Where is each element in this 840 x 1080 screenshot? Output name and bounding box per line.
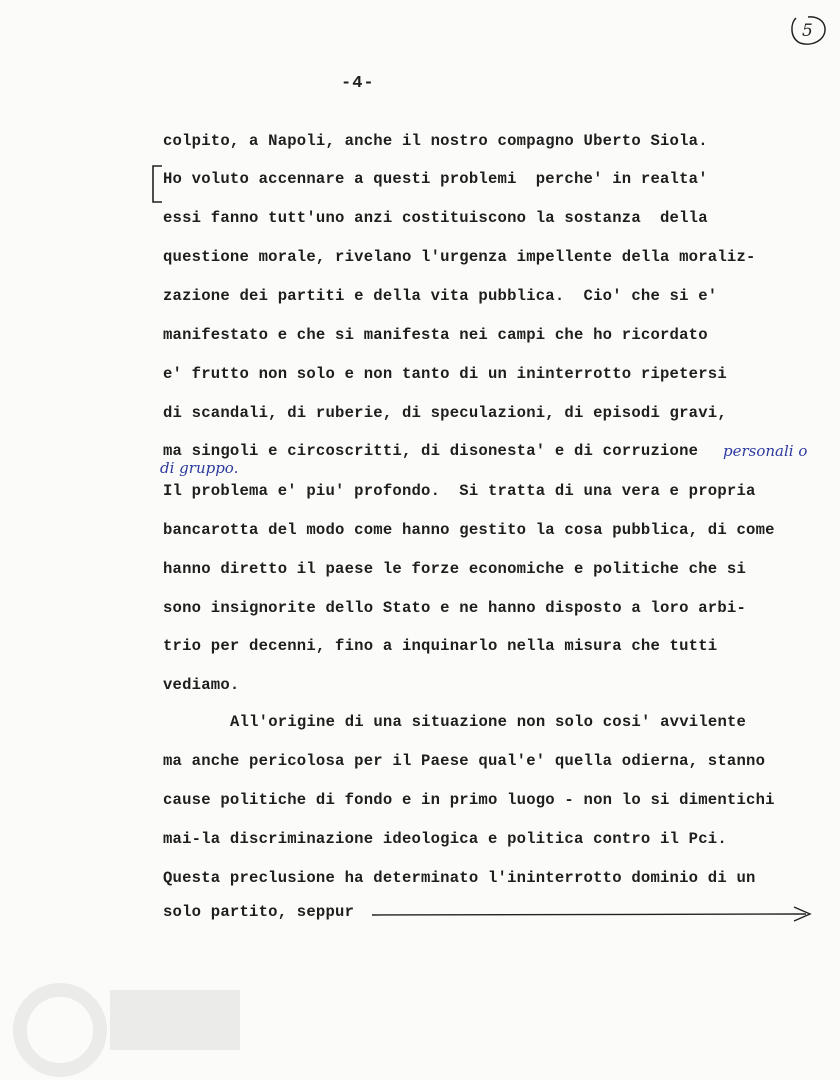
text-line: colpito, a Napoli, anche il nostro compagno Uberto Siola. [163,132,708,150]
text-line: zazione dei partiti e della vita pubblica. Cio' che si e' [163,287,718,305]
text-line: cause politiche di fondo e in primo luogo - non lo si dimentichi [163,791,775,809]
text-line: questione morale, rivelano l'urgenza impellente della moraliz- [163,248,756,266]
handwritten-note: di gruppo. [160,459,239,477]
continuation-arrow-icon [370,903,815,923]
text-line: Questa preclusione ha determinato l'ininterrotto dominio di un [163,869,756,887]
text-line: Ho voluto accennare a questi problemi perche' in realta' [163,170,708,188]
text-line: ma singoli e circoscritti, di disonesta' e di corruzione [163,442,699,460]
text-line: vediamo. [163,676,240,694]
text-line: ma anche pericolosa per il Paese qual'e' quella odierna, stanno [163,752,766,770]
margin-bracket-icon [150,164,164,204]
text-line: All'origine di una situazione non solo cosi' avvilente [230,713,747,731]
circled-page-number [788,14,828,46]
text-line: hanno diretto il paese le forze economiche e politiche che si [163,560,747,578]
handwritten-note: personali o [723,442,808,460]
text-line: mai-la discriminazione ideologica e politica contro il Pci. [163,830,727,848]
text-line: Il problema e' piu' profondo. Si tratta di una vera e propria [163,482,756,500]
page-number: -4- [341,74,375,93]
text-line: e' frutto non solo e non tanto di un ininterrotto ripetersi [163,365,727,383]
text-line: manifestato e che si manifesta nei campi che ho ricordato [163,326,708,344]
archive-watermark-icon [0,960,260,1080]
text-line: essi fanno tutt'uno anzi costituiscono la sostanza della [163,209,708,227]
text-line: di scandali, di ruberie, di speculazioni, di episodi gravi, [163,404,727,422]
corner-number: 5 [802,21,813,41]
text-line: solo partito, seppur [163,903,355,921]
text-line: bancarotta del modo come hanno gestito la cosa pubblica, di come [163,521,775,539]
circle-mark-icon [788,14,828,46]
text-line: trio per decenni, fino a inquinarlo nella misura che tutti [163,637,718,655]
text-line: sono insignorite dello Stato e ne hanno disposto a loro arbi- [163,599,747,617]
